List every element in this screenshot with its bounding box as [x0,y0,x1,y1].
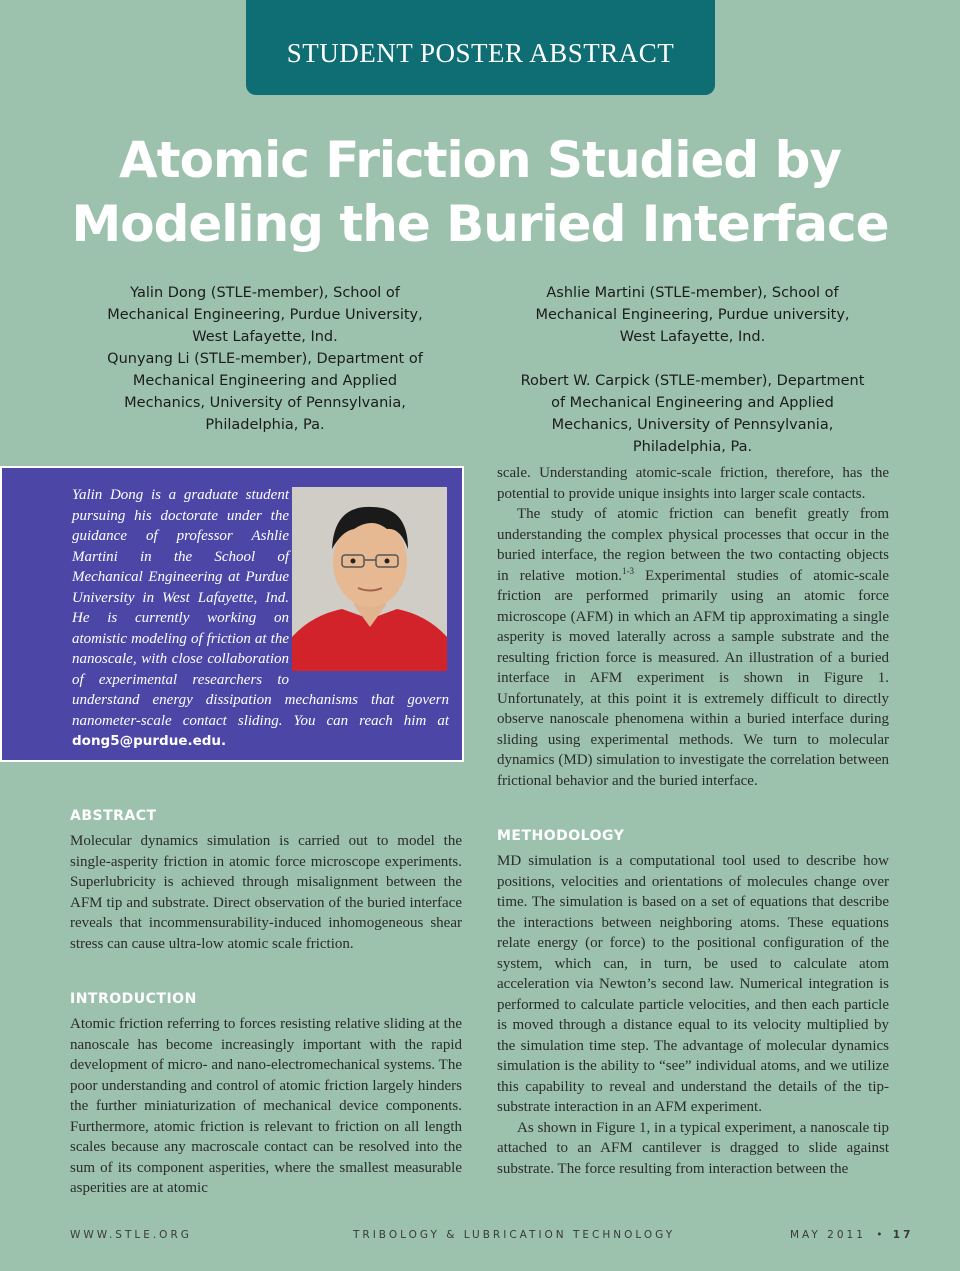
right-column-text [497,463,889,791]
introduction-heading: INTRODUCTION [70,991,197,1007]
bio-body: Yalin Dong is a graduate student pursuing his doctorate under the guidance of professor Ashlie Martini in the School of Mechanical Engineering at Purdue University in West Lafayette, Ind. He is currently working on atomistic modeling of friction at the nanoscale, with close collaboration of experimental researchers to understand energy dissipation mechanisms that govern nanometer-scale contact sliding. You can reach him at [72,487,449,729]
author-1: Yalin Dong (STLE-member), School of Mechanical Engineering, Purdue University, West Lafayette, Ind. [107,285,423,345]
footer-date: MAY 2011 [790,1229,866,1241]
banner-label: STUDENT POSTER ABSTRACT [286,38,675,68]
article-title [60,128,900,256]
bio-email-link[interactable]: dong5@purdue.edu. [72,733,227,749]
author-bio-box [0,466,464,762]
methodology-heading: METHODOLOGY [497,828,625,844]
footer-website: WWW.STLE.ORG [70,1229,192,1241]
bio-text [72,485,449,752]
methodology-paragraph-1: MD simulation is a computational tool used to describe how positions, velocities and orientations of molecules change over time. The simulation is based on a set of equations that describe the interactions between neighboring atoms. These equations relate energy (or force) to the positional configuration of the system, which can, in turn, be used to calculate atom acceleration via Newton’s second law. Numerical integration is performed to calculate particle velocities, and then each particle is moved through a distance equal to its velocity multiplied by the simulation time step. The advantage of molecular dynamics simulation is the ability to “see” individual atoms, and we utilize this capability to reveal and understand the details of the tip-substrate interaction in an AFM experiment. [497,853,889,1115]
introduction-text [70,1014,462,1199]
footer-publication: TRIBOLOGY & LUBRICATION TECHNOLOGY [353,1229,676,1241]
abstract-text [70,831,462,954]
footer-page-info [790,1229,913,1241]
title-line-2: Modeling the Buried Interface [71,195,889,253]
author-2: Qunyang Li (STLE-member), Department of Mechanical Engineering and Applied Mechanics, University of Pennsylvania, Philadelphia, Pa. [107,351,423,433]
citation-superscript: 1-3 [622,565,635,576]
abstract-paragraph: Molecular dynamics simulation is carried out to model the single-asperity friction in atomic force microscope experiments. Superlubricity is achieved through misalignment between the AFM tip and substrate. Direct observation of the buried interface reveals that incommensurability-induced inhomogeneous shear stress can cause ultra-low atomic scale friction. [70,833,462,952]
methodology-paragraph-2: As shown in Figure 1, in a typical experiment, a nanoscale tip attached to an AFM cantilever is dragged to slide against substrate. The force resulting from interaction between the [497,1119,889,1177]
introduction-paragraph: Atomic friction referring to forces resisting relative sliding at the nanoscale has become increasingly important with the rapid development of micro- and nano-electromechanical systems. The poor understanding and control of atomic friction largely hinders the further miniaturization of mechanical device components. Furthermore, atomic friction is relevant to friction on all length scales because any macroscale contact can be resolved into the sum of its component asperities, where the smallest measurable asperities are at atomic [70,1016,462,1196]
methodology-text [497,851,889,1179]
author-4: Robert W. Carpick (STLE-member), Department of Mechanical Engineering and Applied Mechanics, University of Pennsylvania, Philadelphia, Pa. [520,373,865,455]
section-banner [246,0,715,95]
title-line-1: Atomic Friction Studied by [119,131,841,189]
page-number: 17 [892,1229,914,1241]
abstract-heading: ABSTRACT [70,808,157,824]
footer-bullet: • [876,1229,883,1241]
author-3: Ashlie Martini (STLE-member), School of Mechanical Engineering, Purdue university, West Lafayette, Ind. [535,285,850,345]
buried-interface-paragraph: The study of atomic friction can benefit greatly from understanding the complex physical processes that occur in the buried interface, the region between the two contacting objects in relative motion.$^{1-3}$ Experimental studies of atomic-scale friction are performed primarily using an atomic force microscope (AFM) in which an AFM tip approximating a single asperity is moved laterally across a sample substrate and the resulting friction force is measured. An illustration of a buried interface in AFM experiment is shown in Figure 1. Unfortunately, at this point it is extremely difficult to directly observe nanoscale phenomena within a buried interface during sliding using experimental methods. We turn to molecular dynamics (MD) simulation to investigate the correlation between frictional behavior and the buried interface. [497,506,889,789]
continued-paragraph: scale. Understanding atomic-scale friction, therefore, has the potential to provide unique insights into larger scale contacts. [497,465,889,502]
